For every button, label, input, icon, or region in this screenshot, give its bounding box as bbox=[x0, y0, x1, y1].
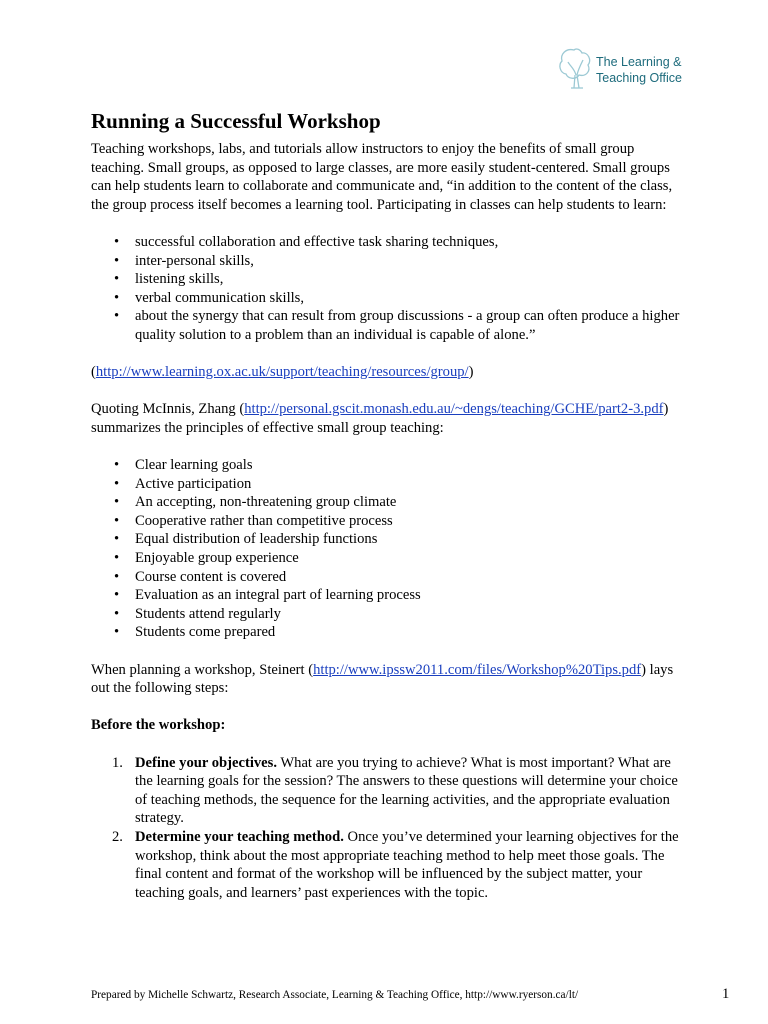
list-item: • Students attend regularly bbox=[91, 605, 691, 624]
list-item: • about the synergy that can result from group discussions - a group can often produce a higher quality solution to a problem than an individual is capable of alone.” bbox=[91, 307, 691, 344]
step-number: 1. bbox=[112, 754, 123, 771]
list-item: • successful collaboration and effective task sharing techniques, bbox=[91, 233, 691, 252]
paren-close: ) bbox=[468, 364, 474, 381]
logo bbox=[556, 44, 696, 96]
step-text: What are you trying to achieve? What is most important? What are the learning goals for the session? The answers to these questions will determine your choice of teaching methods, the sequence for the learning activities, and the appropriate evaluation strategy. bbox=[135, 754, 678, 827]
steps-list bbox=[91, 754, 691, 903]
list-item: • verbal communication skills, bbox=[91, 289, 691, 308]
logo-text bbox=[596, 54, 682, 86]
planning-paragraph bbox=[91, 661, 691, 698]
planning-prefix: When planning a workshop, Steinert ( bbox=[91, 661, 314, 678]
page-number: 1 bbox=[722, 986, 730, 1002]
list-item: • Active participation bbox=[91, 475, 691, 494]
quote-paragraph bbox=[91, 400, 691, 437]
planning-suffix: ) lays out the following steps: bbox=[91, 661, 674, 697]
list-item: • Cooperative rather than competitive process bbox=[91, 512, 691, 531]
skills-list bbox=[91, 233, 691, 345]
list-item: • An accepting, non-threatening group climate bbox=[91, 493, 691, 512]
step-title: Define your objectives. bbox=[135, 754, 277, 771]
document-body bbox=[91, 108, 691, 902]
list-item: • Enjoyable group experience bbox=[91, 549, 691, 568]
logo-line-1: The Learning & bbox=[596, 55, 682, 69]
page-footer: Prepared by Michelle Schwartz, Research Associate, Learning & Teaching Office, http://www.ryerson.ca/lt/ bbox=[91, 989, 579, 1001]
list-item: • listening skills, bbox=[91, 270, 691, 289]
intro-paragraph: Teaching workshops, labs, and tutorials allow instructors to enjoy the benefits of small group teaching. Small groups, as opposed to large classes, are more easily student-centered. Small groups can help students learn to collaborate and communicate and, “in addition to the content of the class, the group process itself becomes a learning tool. Participating in classes can help students to learn: bbox=[91, 141, 673, 213]
source-citation bbox=[91, 363, 691, 382]
step-text: Once you’ve determined your learning objectives for the workshop, think about the most appropriate teaching method to help meet those goals. The final content and format of the workshop will be influenced by the subject matter, your teaching goals, and learners’ past experiences with the topic. bbox=[135, 828, 679, 901]
quote-suffix: ) summarizes the principles of effective small group teaching: bbox=[91, 401, 669, 436]
tree-logo-icon bbox=[556, 44, 596, 96]
step-title: Determine your teaching method. bbox=[135, 828, 344, 845]
before-workshop-heading: Before the workshop: bbox=[91, 717, 226, 734]
oxford-source-link[interactable]: http://www.learning.ox.ac.uk/support/teaching/resources/group/ bbox=[95, 364, 469, 381]
step-item bbox=[91, 828, 691, 902]
page-title: Running a Successful Workshop bbox=[91, 109, 381, 133]
list-item: • Course content is covered bbox=[91, 568, 691, 587]
principles-list bbox=[91, 456, 691, 642]
list-item: • Evaluation as an integral part of learning process bbox=[91, 586, 691, 605]
quote-prefix: Quoting McInnis, Zhang ( bbox=[91, 401, 245, 418]
logo-line-2: Teaching Office bbox=[596, 71, 682, 85]
steinert-source-link[interactable]: http://www.ipssw2011.com/files/Workshop%20Tips.pdf bbox=[313, 661, 642, 678]
list-item: • Equal distribution of leadership functions bbox=[91, 530, 691, 549]
step-number: 2. bbox=[112, 828, 123, 845]
list-item: • Students come prepared bbox=[91, 623, 691, 642]
monash-source-link[interactable]: http://personal.gscit.monash.edu.au/~dengs/teaching/GCHE/part2-3.pdf bbox=[244, 401, 664, 418]
step-item bbox=[91, 754, 691, 828]
list-item: • inter-personal skills, bbox=[91, 252, 691, 271]
list-item: • Clear learning goals bbox=[91, 456, 691, 475]
section-heading bbox=[91, 716, 691, 735]
paren-open: ( bbox=[91, 364, 96, 381]
